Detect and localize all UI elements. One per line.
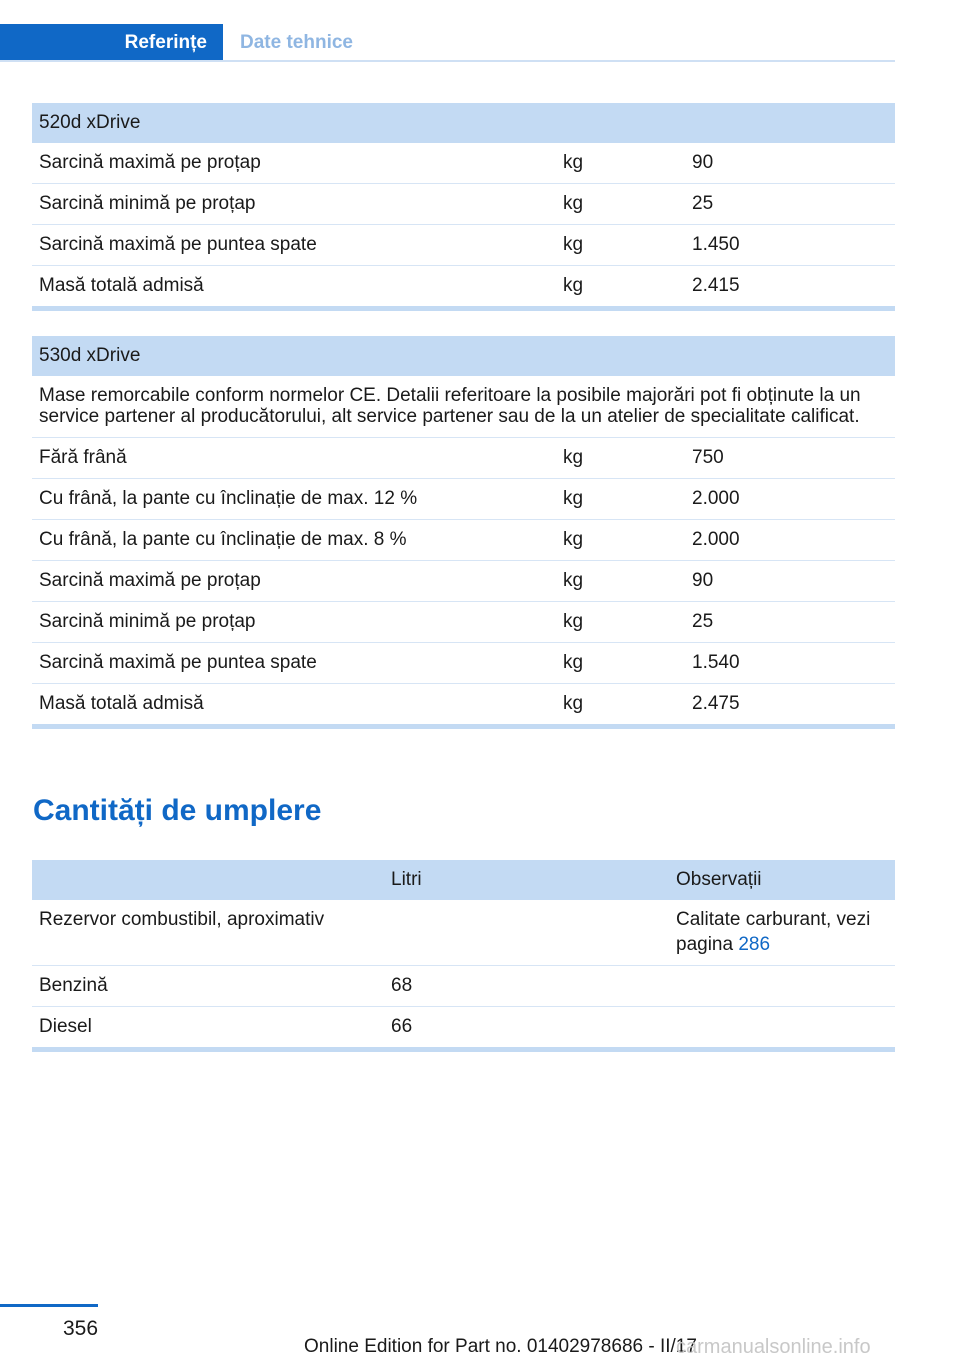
row-unit: kg [556, 143, 685, 184]
row-value: 25 [685, 184, 895, 225]
row-unit: kg [556, 479, 685, 520]
row-note [669, 900, 895, 966]
table-row [32, 684, 895, 727]
row-label: Sarcină maximă pe proțap [32, 143, 556, 184]
tab-referinte[interactable] [0, 24, 223, 62]
tab-referinte-label: Referințe [124, 32, 207, 53]
page-number: 356 [63, 1317, 99, 1340]
table-520d-xdrive [32, 103, 895, 311]
header-observatii: Observații [669, 860, 895, 900]
row-value: 2.475 [685, 684, 895, 727]
table-row [32, 184, 895, 225]
table-row [32, 1007, 895, 1050]
table-row [32, 966, 895, 1007]
row-label: Benzină [32, 966, 384, 1007]
row-unit: kg [556, 684, 685, 727]
row-unit: kg [556, 438, 685, 479]
row-value: 90 [685, 561, 895, 602]
row-label: Masă totală admisă [32, 266, 556, 309]
row-label: Sarcină minimă pe proțap [32, 184, 556, 225]
table-note: Mase remorcabile conform normelor CE. Detalii referitoare la posibile majorări pot fi obținute la un service partener al producătorului, alt service partener sau de la un atelier de specialitate calificat. [32, 376, 895, 438]
table-row [32, 266, 895, 309]
row-unit: kg [556, 602, 685, 643]
row-value: 2.415 [685, 266, 895, 309]
row-label: Sarcină maximă pe puntea spate [32, 643, 556, 684]
row-label: Diesel [32, 1007, 384, 1050]
page-link[interactable]: 286 [738, 934, 771, 955]
row-litri: 66 [384, 1007, 669, 1050]
table-header-row [32, 103, 895, 143]
row-note [669, 966, 895, 1007]
row-label: Sarcină maximă pe proțap [32, 561, 556, 602]
row-value: 1.540 [685, 643, 895, 684]
row-label: Sarcină minimă pe proțap [32, 602, 556, 643]
row-unit: kg [556, 561, 685, 602]
row-value: 2.000 [685, 479, 895, 520]
table-row [32, 561, 895, 602]
table-row [32, 643, 895, 684]
table-title: 520d xDrive [32, 103, 895, 143]
row-label: Cu frână, la pante cu înclinație de max. 12 % [32, 479, 556, 520]
table-title: 530d xDrive [32, 336, 895, 376]
table-header-row [32, 336, 895, 376]
tab-date-tehnice[interactable]: Date tehnice [240, 32, 353, 53]
row-value: 1.450 [685, 225, 895, 266]
table-row [32, 479, 895, 520]
row-unit: kg [556, 266, 685, 309]
table-row [32, 900, 895, 966]
row-unit: kg [556, 225, 685, 266]
row-value: 25 [685, 602, 895, 643]
header-rule [0, 60, 895, 62]
row-value: 2.000 [685, 520, 895, 561]
row-unit: kg [556, 520, 685, 561]
row-unit: kg [556, 643, 685, 684]
header-litri: Litri [384, 860, 669, 900]
row-note-text: Calitate carburant, vezi pagina [676, 909, 871, 955]
row-note [669, 1007, 895, 1050]
row-label: Masă totală admisă [32, 684, 556, 727]
edition-text: Online Edition for Part no. 01402978686 - II/17 [304, 1336, 697, 1357]
row-label: Fără frână [32, 438, 556, 479]
page-header [0, 24, 895, 62]
header-blank [32, 860, 384, 900]
row-value: 90 [685, 143, 895, 184]
table-row [32, 520, 895, 561]
row-label: Rezervor combustibil, aproximativ [32, 900, 384, 966]
table-row [32, 143, 895, 184]
row-unit: kg [556, 184, 685, 225]
section-title: Cantități de umplere [33, 794, 322, 827]
table-row [32, 225, 895, 266]
table-row [32, 602, 895, 643]
row-litri: 68 [384, 966, 669, 1007]
table-fill-quantities [32, 860, 895, 1052]
table-row [32, 438, 895, 479]
row-label: Sarcină maximă pe puntea spate [32, 225, 556, 266]
row-label: Cu frână, la pante cu înclinație de max. 8 % [32, 520, 556, 561]
watermark: carmanualsonline.info [676, 1336, 871, 1358]
row-litri [384, 900, 669, 966]
table-530d-xdrive [32, 336, 895, 729]
footer-rule [0, 1304, 98, 1307]
row-value: 750 [685, 438, 895, 479]
table-note-row [32, 376, 895, 438]
table-header-row [32, 860, 895, 900]
